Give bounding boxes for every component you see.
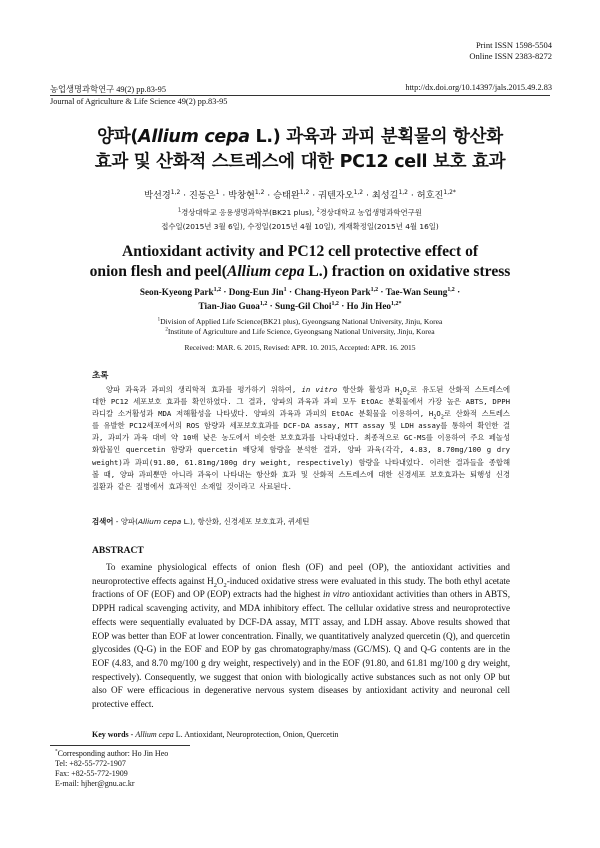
issn-block: [469, 40, 552, 61]
fax: Fax: +82-55-772-1909: [55, 769, 128, 778]
abstract-en-body: To examine physiological effects of onion flesh (OF) and peel (OP), the antioxidant activities and neuroprotective effects against $H_2O_2$-induced oxidative stress were evaluated in this study. The both ethyl acetate fractions of OF (EOF) and OP (EOP) extracts had the highest in vitro antioxidant activities than others in ABTS, DPPH radical scavenging activity, and MDA inhibitory effect. The cellular oxidative stress and neuroprotective effects were sequentially evaluated by DCF-DA assay, MTT assay, and LDH assay. Above results showed that EOP was better than EOF at lower concentration. Finally, we quantitatively analyzed quercetin (Q), and quercetin glycosides (Q-G) in the EOF and EOP by gas chromatography/mass (GC/MS). Q and Q-G contents are in the EOF (4.83, and 8.70 mg/100 g dry weight, respectively) and in the EOF (91.80, and 61.81 mg/100 g dry weight, respectively). Consequently, we suggest that onion with biologically active substances such as not only OP but also OF were efficacious in degenerative nervous system diseases by antioxidant activity and neuronal cell protective effect.: [92, 562, 510, 710]
corresponding-author: *Corresponding author: Ho Jin Heo: [55, 748, 169, 758]
keywords-en: Key words - Allium cepa L. Antioxidant, Neuroprotection, Onion, Quercetin: [92, 730, 339, 739]
print-issn: Print ISSN 1598-5504: [475, 40, 552, 50]
title-en-line2: onion flesh and peel(Allium cepa L.) fraction on oxidative stress: [89, 263, 511, 280]
affiliation-en: $^1$Division of Applied Life Science(BK21 plus), Gyeongsang National University, Jinju, Korea $^2$Institute of Agriculture and Life Science, Gyeongsang National University, Jinju, Korea: [157, 317, 443, 336]
dates-ko: 접수일(2015년 3월 6일), 수정일(2015년 4월 10일), 게재확정일(2015년 4월 16일): [161, 222, 439, 231]
title-en-line1: Antioxidant activity and PC12 cell protective effect of: [121, 243, 479, 260]
title-ko-line2: 효과 및 산화적 스트레스에 대한 PC12 cell 보호 효과: [94, 152, 506, 172]
tel: Tel: +82-55-772-1907: [55, 759, 126, 768]
footnote-rule: [50, 745, 190, 746]
journal-en-line: Journal of Agriculture & Life Science 49(2) pp.83-95: [50, 97, 228, 106]
title-en: [50, 242, 550, 282]
title-ko-line1: 양파(Allium cepa L.) 과육과 과피 분획물의 항산화: [97, 127, 503, 147]
journal-ko-line: 농업생명과학연구 49(2) pp.83-95: [50, 85, 166, 94]
online-issn: Online ISSN 2383-8272: [469, 50, 552, 61]
title-ko: [50, 125, 550, 175]
abstract-ko-heading: 초록: [92, 371, 109, 381]
authors-en: Seon-Kyeong Park$^{1,2}$ · Dong-Eun Jin$^1$ · Chang-Hyeon Park$^{1,2}$ · Tae-Wan Seung$^{1,2}$ · Tian-Jiao Guoa$^{1,2}$ · Sung-Gil Choi$^{1,2}$ · Ho Jin Heo$^{1,2*}$: [139, 286, 461, 311]
header-rule: [50, 95, 550, 96]
affiliation-ko: $^1$경상대학교 응용생명과학부(BK21 plus), $^2$경상대학교 농업생명과학연구원: [178, 208, 422, 217]
authors-ko: 박선경$^{1,2}$ · 진동은$^1$ · 박창현$^{1,2}$ · 승태완$^{1,2}$ · 궈텐자오$^{1,2}$ · 최성길$^{1,2}$ · 허호진$^{1,2*}$: [144, 188, 456, 201]
abstract-ko-body: 양파 과육과 과피의 생리학적 효과를 평가하기 위하여, in vitro 항산화 활성과 $H_2O_2$로 유도된 산화적 스트레스에 대한 PC12 세포보호 효과를 확인하였다. 그 결과, 양파의 과육과 과피 모두 EtOAc 분획물에서 가장 높은 ABTS, DPPH 라디칼 소거활성과 MDA 저해활성을 나타냈다. 양파의 과육과 과피의 EtOAc 분획물을 이용하여, $H_2O_2$로 산화적 스트레스를 유발한 PC12세포에서의 ROS 함량과 세포보호효과를 DCF-DA assay, MTT assay 및 LDH assay를 통하여 확인한 결과, 과피가 과육 대비 약 10배 낮은 농도에서 비슷한 보호효과를 나타내었다. 최종적으로 GC-MS를 이용하여 주요 페놀성 화합물인 quercetin 함량과 quercetin 배당체 함량을 분석한 결과, 양파 과육(각각, 4.83, 8.70mg/100 g dry weight)과 과피(91.80, 61.81mg/100g dry weight, respectively) 함량을 나타내었다. 이러한 결과들을 종합해볼 때, 양파 과피뿐만 아니라 과육이 나타내는 항산화 효과 및 산화적 스트레스에 대한 신경세포 보호효과는 퇴행성 신경질환과 같은 질병에서 효과적인 소재일 것이라고 사료된다.: [92, 385, 510, 491]
dates-en: Received: MAR. 6. 2015, Revised: APR. 10. 2015, Accepted: APR. 16. 2015: [184, 343, 416, 352]
doi-link[interactable]: http://dx.doi.org/10.14397/jals.2015.49.2.83: [405, 83, 552, 92]
keywords-ko: 검색어 - 양파(Allium cepa L.), 항산화, 신경세포 보호효과, 퀴세틴: [92, 517, 310, 526]
abstract-en-heading: ABSTRACT: [92, 546, 144, 556]
footnote: [55, 749, 168, 789]
email-link[interactable]: E-mail: hjher@gnu.ac.kr: [55, 779, 135, 788]
